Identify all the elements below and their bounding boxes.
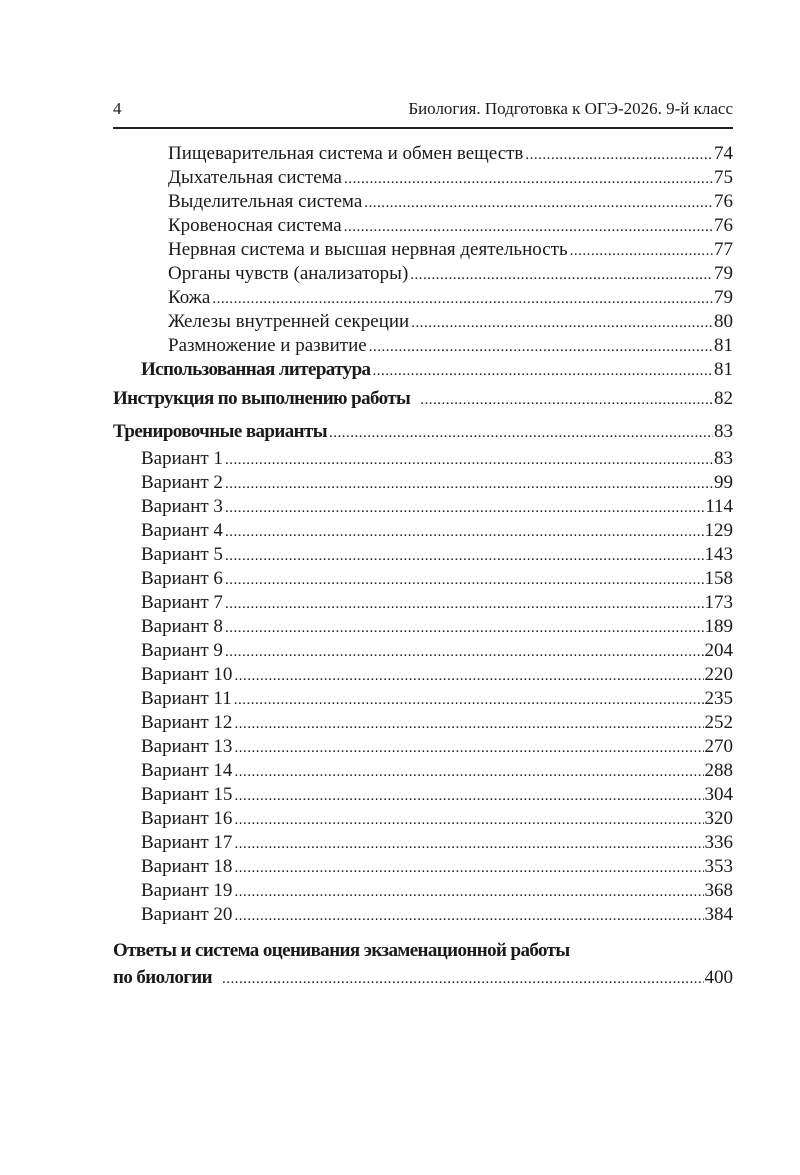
dot-leader: [234, 665, 703, 687]
toc-entry[interactable]: [141, 640, 733, 662]
toc-entry-label: Тренировочные варианты: [113, 421, 327, 442]
toc-entry-page: 81: [714, 359, 733, 380]
toc-entry[interactable]: [141, 496, 733, 518]
dot-leader: [369, 336, 713, 358]
toc-entry[interactable]: [141, 472, 733, 494]
toc-entry-label: Инструкция по выполнению работы: [113, 388, 411, 409]
dot-leader: [344, 168, 713, 190]
toc-entry-label: Кровеносная система: [168, 215, 342, 236]
toc-entry-page: 336: [704, 832, 733, 853]
toc-entry-page: 76: [714, 215, 733, 236]
toc-entry[interactable]: [141, 568, 733, 590]
toc-entry-page: 189: [704, 616, 733, 637]
toc-entry-label: Вариант 6: [141, 568, 223, 589]
dot-leader: [225, 617, 704, 639]
toc-entry-label: Вариант 8: [141, 616, 223, 637]
toc-entry[interactable]: [141, 856, 733, 878]
dot-leader: [225, 497, 704, 519]
dot-leader: [570, 240, 713, 262]
toc-entry-label: Вариант 11: [141, 688, 232, 709]
toc-entry-label: Использованная литература: [141, 359, 371, 380]
toc-entry-page: 204: [704, 640, 733, 661]
dot-leader: [234, 833, 703, 855]
toc-entry[interactable]: [141, 448, 733, 470]
toc-entry[interactable]: [168, 239, 733, 261]
dot-leader: [234, 809, 703, 831]
toc-entry-page: 353: [704, 856, 733, 877]
toc-entry[interactable]: [141, 760, 733, 782]
toc-entry[interactable]: [141, 808, 733, 830]
toc-entry[interactable]: [168, 215, 733, 237]
toc-entry[interactable]: [141, 784, 733, 806]
toc-entry-label: Железы внутренней секреции: [168, 311, 410, 332]
page-number: 4: [113, 99, 122, 118]
toc-entry[interactable]: [141, 832, 733, 854]
toc-entry-page: 320: [704, 808, 733, 829]
toc-entry-label: Пищеварительная система и обмен веществ: [168, 143, 524, 164]
dot-leader: [412, 389, 713, 411]
dot-leader: [225, 521, 704, 543]
toc-entry[interactable]: [168, 191, 733, 213]
toc-entry-page: 76: [714, 191, 733, 212]
toc-entry[interactable]: [168, 167, 733, 189]
toc-entry[interactable]: [141, 688, 733, 710]
toc-entry-page: 83: [714, 448, 733, 469]
toc-entry-label: Вариант 10: [141, 664, 233, 685]
toc-entry[interactable]: [113, 421, 733, 443]
toc-entry[interactable]: [113, 388, 733, 410]
dot-leader: [234, 905, 703, 927]
dot-leader: [234, 881, 703, 903]
dot-leader: [329, 422, 713, 444]
toc-entry-label: Вариант 16: [141, 808, 233, 829]
dot-leader: [234, 785, 703, 807]
toc-entry-label: Вариант 17: [141, 832, 233, 853]
toc-entry-label: Вариант 15: [141, 784, 233, 805]
toc-entry-label: Ответы и система оценивания экзаменационной работы: [113, 940, 570, 961]
toc-entry-page: 129: [704, 520, 733, 541]
toc-entry-page: 79: [714, 263, 733, 284]
toc-entry-page: 384: [704, 904, 733, 925]
dot-leader: [364, 192, 713, 214]
dot-leader: [234, 857, 703, 879]
toc-entry-label: Вариант 12: [141, 712, 233, 733]
toc-entry-label: Вариант 14: [141, 760, 233, 781]
toc-entry-page: 400: [704, 967, 733, 988]
dot-leader: [372, 360, 713, 382]
toc-entry[interactable]: [141, 904, 733, 926]
toc-entry[interactable]: [141, 592, 733, 614]
running-header-title: Биология. Подготовка к ОГЭ-2026. 9-й класс: [408, 99, 733, 118]
dot-leader: [225, 593, 704, 615]
toc-entry[interactable]: [141, 520, 733, 542]
toc-entry-answers[interactable]: [113, 967, 733, 989]
toc-entry-page: 83: [714, 421, 733, 442]
toc-entry[interactable]: [168, 287, 733, 309]
toc-entry-page: 79: [714, 287, 733, 308]
toc-entry-label: Вариант 18: [141, 856, 233, 877]
toc-entry[interactable]: [141, 616, 733, 638]
dot-leader: [344, 216, 713, 238]
toc-entry-label: Вариант 13: [141, 736, 233, 757]
toc-entry-page: 77: [714, 239, 733, 260]
toc-entry-page: 158: [704, 568, 733, 589]
dot-leader: [410, 264, 713, 286]
toc-entry-label: Кожа: [168, 287, 211, 308]
toc-entry-page: 220: [704, 664, 733, 685]
toc-entry[interactable]: [168, 263, 733, 285]
toc-entry-label: Вариант 3: [141, 496, 223, 517]
toc-entry[interactable]: [168, 143, 733, 165]
toc-entry-label: Вариант 4: [141, 520, 223, 541]
toc-entry-page: 75: [714, 167, 733, 188]
toc-entry-label: Органы чувств (анализаторы): [168, 263, 409, 284]
header-divider: [113, 127, 733, 129]
toc-entry-label: Вариант 7: [141, 592, 223, 613]
dot-leader: [525, 144, 713, 166]
toc-entry-label: Вариант 9: [141, 640, 223, 661]
toc-entry-label: Выделительная система: [168, 191, 363, 212]
toc-entry-page: 235: [704, 688, 733, 709]
dot-leader: [214, 968, 704, 990]
toc-entry[interactable]: [141, 880, 733, 902]
toc-entry-page: 82: [714, 388, 733, 409]
toc-entry-label: Вариант 1: [141, 448, 223, 469]
toc-entry-page: 80: [714, 311, 733, 332]
toc-entry-label: Дыхательная система: [168, 167, 342, 188]
toc-entry[interactable]: [141, 664, 733, 686]
toc-entry-page: 99: [714, 472, 733, 493]
dot-leader: [212, 288, 713, 310]
toc-entry-page: 74: [714, 143, 733, 164]
dot-leader: [234, 737, 703, 759]
dot-leader: [234, 689, 704, 711]
toc-entry-label: Вариант 5: [141, 544, 223, 565]
toc-entry-page: 114: [705, 496, 733, 517]
dot-leader: [234, 761, 703, 783]
toc-entry-label: Вариант 2: [141, 472, 223, 493]
dot-leader: [225, 569, 704, 591]
dot-leader: [234, 713, 703, 735]
toc-entry[interactable]: [141, 359, 733, 381]
toc-entry[interactable]: [168, 335, 733, 357]
toc-entry-label: по биологии: [113, 967, 212, 988]
toc-entry-page: 143: [704, 544, 733, 565]
toc-entry[interactable]: [168, 311, 733, 333]
dot-leader: [225, 473, 713, 495]
toc-entry-page: 252: [704, 712, 733, 733]
toc-entry-page: 270: [704, 736, 733, 757]
dot-leader: [225, 641, 704, 663]
toc-entry[interactable]: [141, 544, 733, 566]
toc-entry[interactable]: [141, 712, 733, 734]
toc-entry-answers-line1[interactable]: [113, 940, 733, 962]
dot-leader: [411, 312, 713, 334]
dot-leader: [225, 545, 704, 567]
toc-entry-label: Размножение и развитие: [168, 335, 367, 356]
toc-entry-label: Вариант 20: [141, 904, 233, 925]
toc-entry-label: Вариант 19: [141, 880, 233, 901]
toc-entry-page: 173: [704, 592, 733, 613]
dot-leader: [225, 449, 713, 471]
toc-entry-page: 368: [704, 880, 733, 901]
toc-entry-page: 288: [704, 760, 733, 781]
toc-entry-label: Нервная система и высшая нервная деятельность: [168, 239, 568, 260]
toc-entry-page: 304: [704, 784, 733, 805]
toc-entry[interactable]: [141, 736, 733, 758]
toc-entry-page: 81: [714, 335, 733, 356]
